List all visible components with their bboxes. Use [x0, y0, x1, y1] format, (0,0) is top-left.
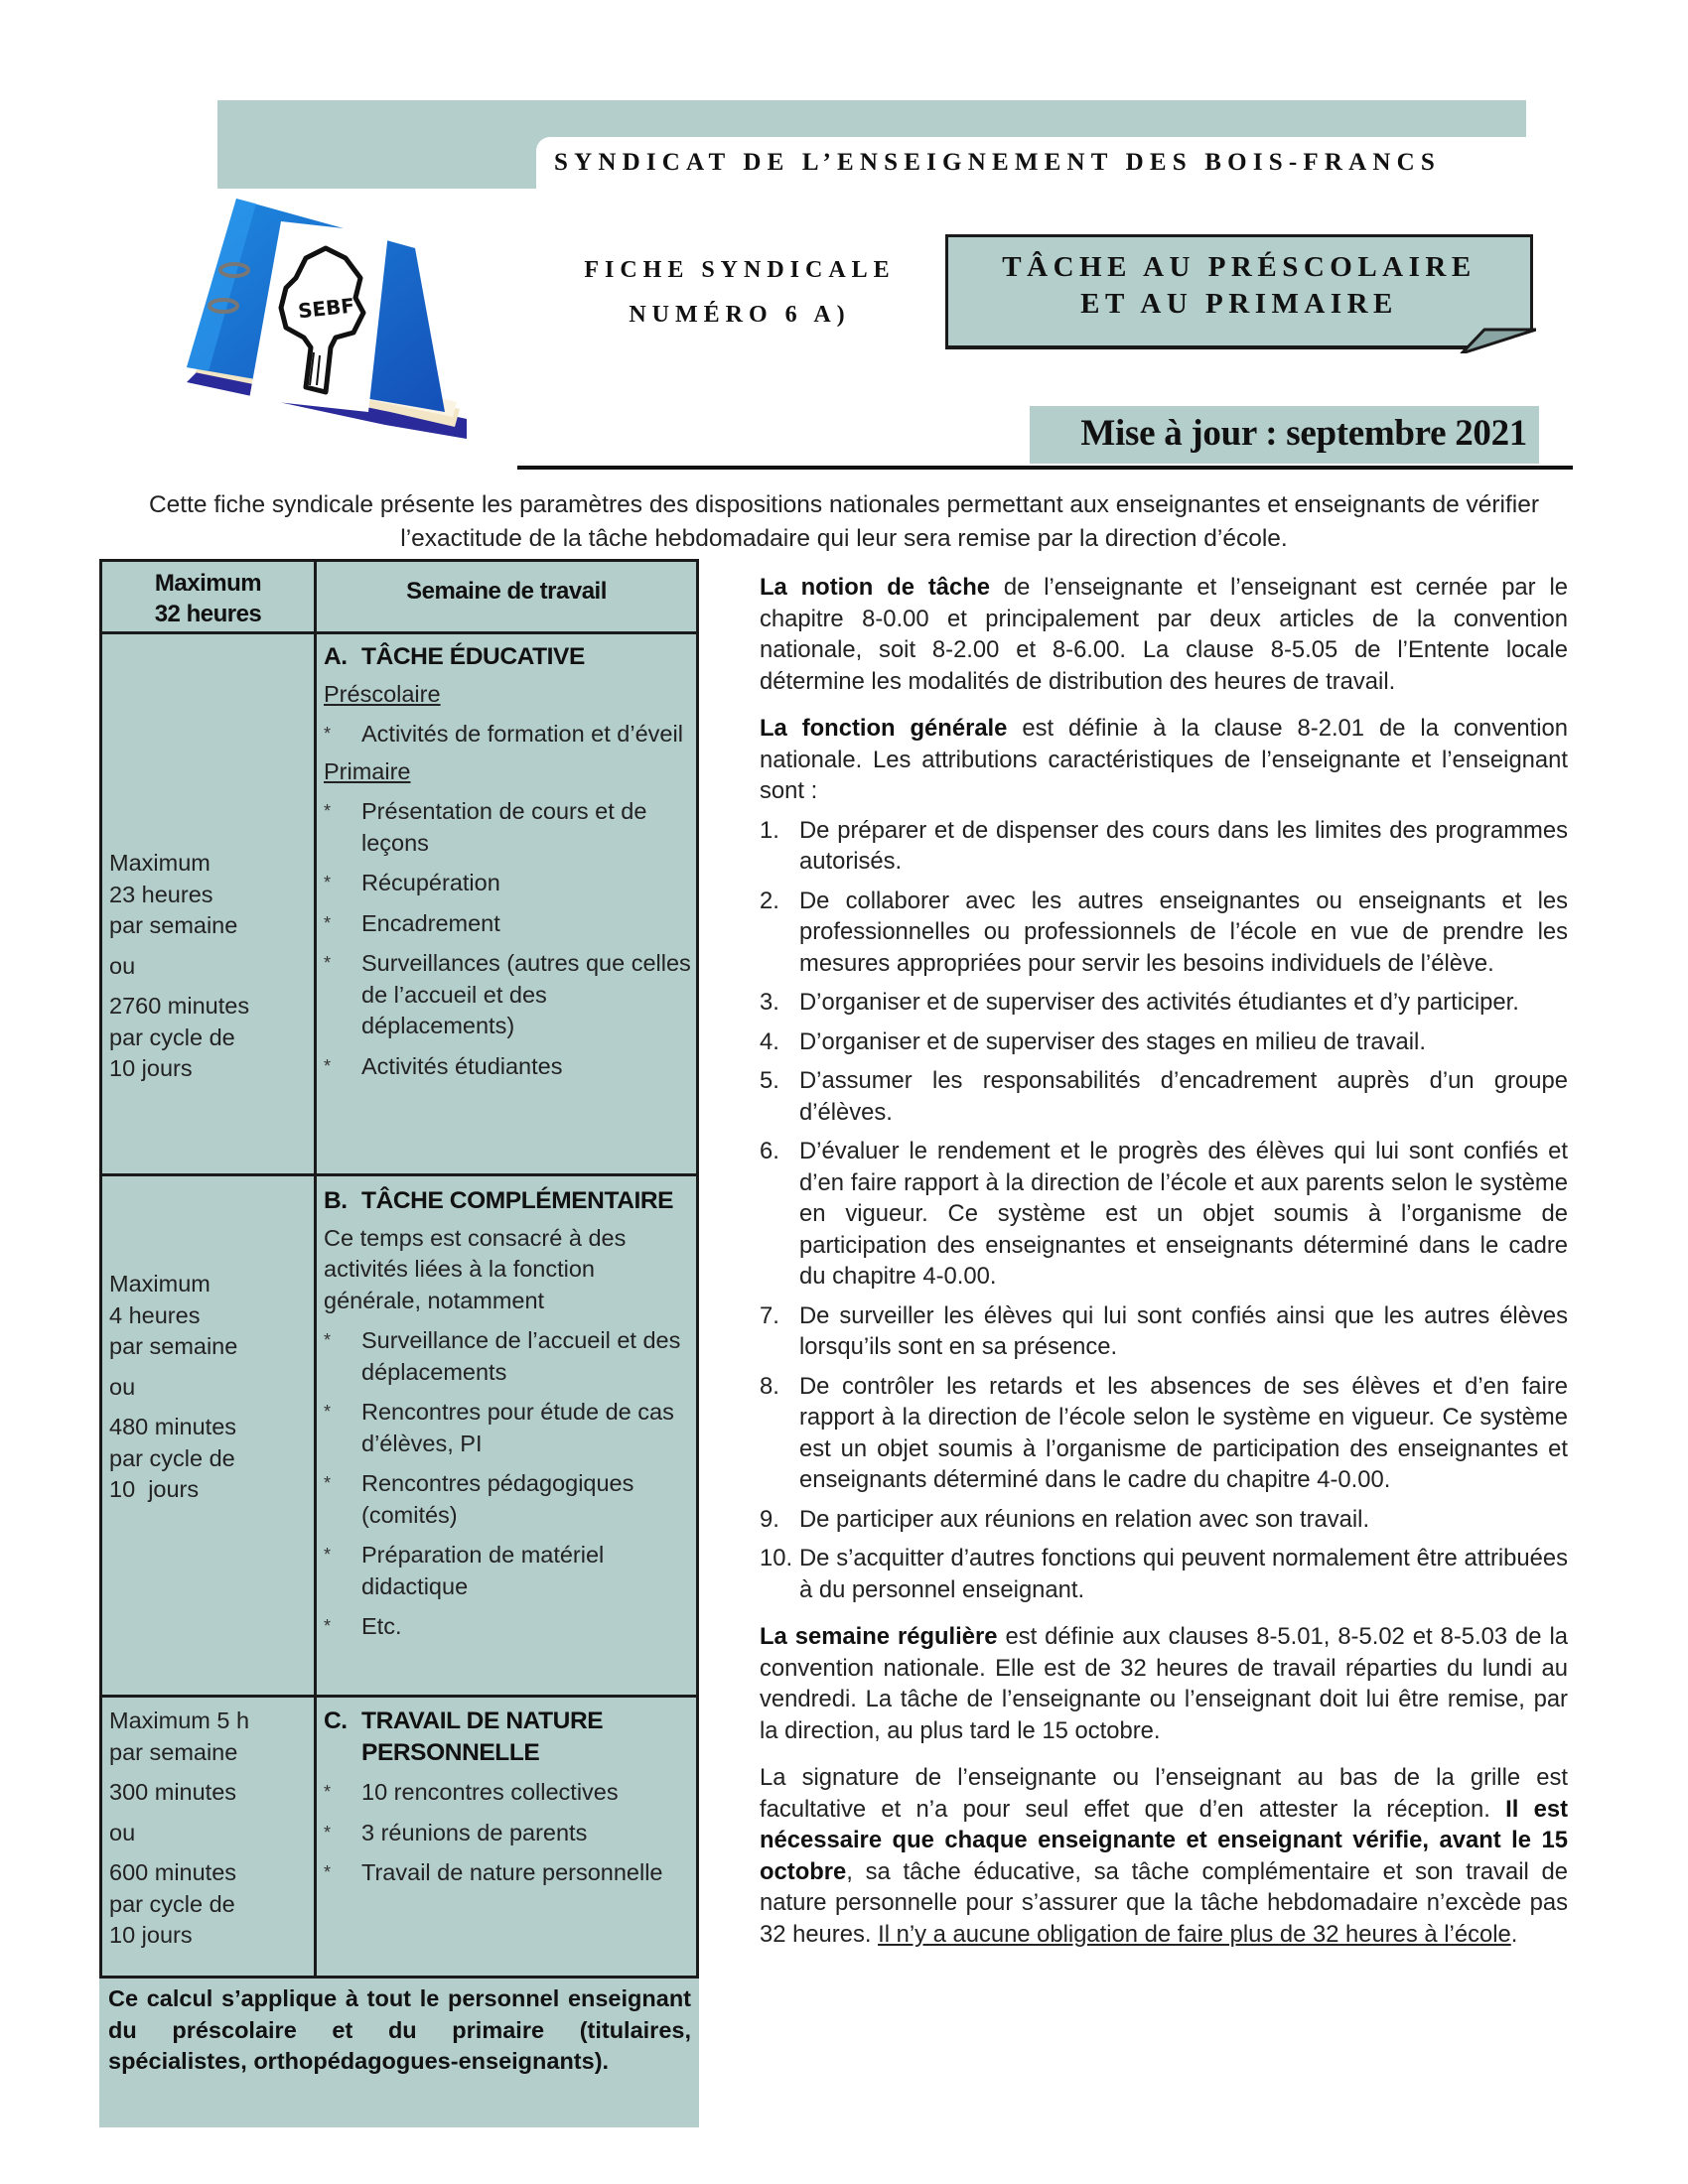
header-max-value: 32 heures — [154, 601, 262, 627]
limits-a — [109, 848, 308, 1085]
limit-line: 4 heures — [109, 1301, 201, 1328]
paragraph-task-notion — [760, 572, 1568, 697]
bullet-icon: * — [324, 912, 332, 933]
row-divider — [102, 1695, 696, 1698]
bullet-icon: * — [324, 1862, 332, 1882]
list-item — [324, 1611, 691, 1643]
section-b-title — [324, 1185, 691, 1217]
duty-item — [760, 987, 1568, 1019]
list-item — [324, 868, 691, 899]
bullet-icon: * — [324, 873, 332, 892]
binder-logo-icon — [187, 189, 485, 442]
workload-table — [99, 559, 699, 1979]
limit-line: ou — [109, 1819, 136, 1845]
bullet-icon: * — [324, 1473, 332, 1493]
duty-number: 2. — [760, 887, 779, 914]
document-title-box — [945, 234, 1533, 349]
item-text: Rencontres pour étude de cas d’élèves, PI — [361, 1399, 674, 1456]
section-c — [324, 1706, 691, 1889]
list-item — [324, 1540, 691, 1602]
item-text: Activités de formation et d’éveil — [361, 721, 683, 747]
limit-line: 300 minutes — [109, 1779, 237, 1805]
duty-text: De s’acquitter d’autres fonctions qui peuvent normalement être attribuées à du personnel enseignant. — [799, 1545, 1568, 1603]
limit-line: 10 jours — [109, 1476, 200, 1502]
right-column — [760, 572, 1568, 1966]
paragraph-text: , sa tâche éducative, sa tâche complémentaire et son travail de nature personnelle pour s’assurer que la tâche hebdomadaire n’excède pas 32 heures. — [760, 1857, 1568, 1948]
limit-line: Maximum 5 h — [109, 1707, 250, 1733]
duty-number: 1. — [760, 816, 779, 844]
duty-item — [760, 1504, 1568, 1536]
table-footnote: Ce calcul s’applique à tout le personnel enseignant du préscolaire et du primaire (titulaires, spécialistes, orthopédagogues-enseignants). — [99, 1979, 699, 2127]
section-a — [324, 641, 691, 1082]
bullet-icon: * — [324, 1545, 332, 1565]
duty-item — [760, 1136, 1568, 1293]
bullet-icon: * — [324, 724, 332, 744]
item-text: Présentation de cours et de leçons — [361, 798, 647, 856]
limit-line: 480 minutes — [109, 1414, 237, 1439]
term-task-notion: La notion de tâche — [760, 574, 991, 601]
item-text: Surveillance de l’accueil et des déplacements — [361, 1327, 681, 1385]
section-letter: A. — [324, 643, 348, 670]
important-notice: Il est nécessaire que chaque enseignante et enseignant vérifie, avant le 15 octobre — [760, 1795, 1568, 1885]
section-c-title — [324, 1706, 691, 1768]
list-item — [324, 1325, 691, 1388]
list-item — [324, 1397, 691, 1459]
paragraph-signature — [760, 1762, 1568, 1950]
bullet-icon: * — [324, 1782, 332, 1802]
duty-item — [760, 815, 1568, 878]
section-title: TÂCHE ÉDUCATIVE — [361, 643, 585, 670]
limit-line: 10 jours — [109, 1055, 193, 1081]
duty-item — [760, 1065, 1568, 1128]
duty-text: De préparer et de dispenser des cours dans les limites des programmes autorisés. — [799, 816, 1568, 875]
list-item — [324, 948, 691, 1042]
bullet-icon: * — [324, 1055, 332, 1076]
header-max-hours — [102, 568, 314, 629]
paragraph-text: est définie aux clauses 8-5.01, 8-5.02 et 8-5.03 de la convention nationale. Elle est de 32 heures de travail réparties du lundi au vendredi. La tâche de l’enseignante ou l’enseignant doit lui être remise, par la direction, au plus tard le 15 octobre. — [760, 1623, 1568, 1744]
duty-text: D’assumer les responsabilités d’encadrement auprès d’un groupe d’élèves. — [799, 1067, 1568, 1126]
page-curl-icon — [1457, 314, 1536, 353]
term-regular-week: La semaine régulière — [760, 1623, 998, 1650]
item-text: 3 réunions de parents — [361, 1819, 588, 1845]
update-date-box — [1030, 406, 1539, 464]
section-letter: B. — [324, 1187, 348, 1214]
item-text: Récupération — [361, 870, 500, 895]
list-item — [324, 1468, 691, 1531]
duty-item — [760, 886, 1568, 980]
bullet-icon: * — [324, 1822, 332, 1843]
column-divider — [314, 562, 317, 1976]
item-text: Encadrement — [361, 909, 500, 936]
duty-number: 3. — [760, 989, 779, 1016]
list-item — [324, 908, 691, 940]
duty-number: 8. — [760, 1372, 779, 1400]
paragraph-text: . — [1510, 1920, 1518, 1948]
limit-line: par semaine — [109, 912, 238, 938]
header-max-label: Maximum — [154, 570, 262, 597]
bullet-icon: * — [324, 1616, 332, 1636]
bullet-icon: * — [324, 953, 332, 973]
fiche-line-1: FICHE SYNDICALE — [584, 257, 896, 283]
duty-number: 7. — [760, 1301, 779, 1329]
duty-number: 5. — [760, 1067, 779, 1094]
row-divider — [102, 1173, 696, 1176]
list-item — [324, 719, 691, 751]
limit-line: 23 heures — [109, 881, 213, 907]
intro-paragraph: Cette fiche syndicale présente les paramètres des dispositions nationales permettant aux enseignantes et enseignants de vérifier l’exactitude de la tâche hebdomadaire qui leur sera remise par la direction d’école. — [148, 491, 1540, 552]
bullet-icon: * — [324, 1402, 332, 1422]
limit-line: par cycle de — [109, 1024, 235, 1050]
fiche-number: NUMÉRO 6 A) — [629, 302, 851, 328]
paragraph-general-function — [760, 713, 1568, 807]
update-date: Mise à jour : septembre 2021 — [1080, 413, 1527, 454]
limit-line: Maximum — [109, 1271, 211, 1297]
item-text: Activités étudiantes — [361, 1052, 563, 1079]
list-item — [324, 1777, 691, 1809]
list-item — [324, 796, 691, 859]
section-title: TRAVAIL DE NATURE PERSONNELLE — [361, 1707, 604, 1766]
duty-number: 9. — [760, 1505, 779, 1533]
duty-text: De participer aux réunions en relation avec son travail. — [799, 1505, 1370, 1533]
duty-number: 6. — [760, 1138, 779, 1164]
limit-line: ou — [109, 952, 136, 979]
row-divider — [102, 631, 696, 634]
item-text: Rencontres pédagogiques (comités) — [361, 1470, 634, 1528]
duty-item — [760, 1300, 1568, 1363]
fiche-label — [556, 248, 923, 338]
bullet-icon: * — [324, 1330, 332, 1350]
header-work-week: Semaine de travail — [406, 578, 607, 605]
limit-line: 2760 minutes — [109, 993, 250, 1019]
limit-line: ou — [109, 1373, 136, 1400]
paragraph-text: La signature de l’enseignante ou l’enseignant au bas de la grille est facultative et n’a pour seul effet que d’en attester la réception. — [760, 1764, 1568, 1823]
duty-text: D’évaluer le rendement et le progrès des élèves qui lui sont confiés et d’en faire rapport à la direction de l’école et aux parents selon le système en vigueur. Ce système est un objet soumis à l’organisme de participation des enseignantes et enseignants déterminé dans le cadre du chapitre 4-0.00. — [799, 1138, 1568, 1290]
duty-text: De surveiller les élèves qui lui sont confiés ainsi que les autres élèves lorsqu’ils sont en sa présence. — [799, 1301, 1568, 1360]
section-b-description: Ce temps est consacré à des activités liées à la fonction générale, notamment — [324, 1224, 627, 1313]
logo-text: SEBF — [296, 293, 356, 324]
item-text: Préparation de matériel didactique — [361, 1542, 605, 1599]
header-divider — [517, 466, 1573, 470]
paragraph-regular-week — [760, 1621, 1568, 1746]
duty-text: De collaborer avec les autres enseignantes ou enseignants et les professionnelles ou professionnels de l’école en vue de prendre les mesures appropriées pour servir les besoins individuels de l’élève. — [799, 887, 1568, 977]
document-title-line-2: ET AU PRIMAIRE — [1080, 288, 1398, 320]
duty-text: De contrôler les retards et les absences de ses élèves et d’en faire rapport à la direction de l’école selon le système en vigueur. Ce système est un objet soumis à l’organisme de participation des enseignantes et enseignants déterminé dans le cadre du chapitre 4-0.00. — [799, 1372, 1568, 1493]
organization-name: SYNDICAT DE L’ENSEIGNEMENT DES BOIS-FRANCS — [554, 149, 1441, 176]
term-general-function: La fonction générale — [760, 715, 1008, 742]
item-text: 10 rencontres collectives — [361, 1779, 619, 1805]
limit-line: par cycle de — [109, 1444, 235, 1471]
section-b — [324, 1185, 691, 1643]
item-text: Surveillances (autres que celles de l’accueil et des déplacements) — [361, 950, 691, 1038]
item-text: Travail de nature personnelle — [361, 1859, 663, 1885]
section-letter: C. — [324, 1707, 348, 1734]
duty-number: 10. — [760, 1545, 793, 1571]
limit-line: par cycle de — [109, 1890, 235, 1917]
primaire-label: Primaire — [324, 757, 411, 784]
duty-item — [760, 1371, 1568, 1496]
section-title: TÂCHE COMPLÉMENTAIRE — [361, 1187, 674, 1214]
limits-c — [109, 1706, 308, 1952]
duties-list — [760, 815, 1568, 1606]
limit-line: 600 minutes — [109, 1859, 237, 1885]
duty-text: D’organiser et de superviser des activités étudiantes et d’y participer. — [799, 989, 1519, 1016]
paragraph-text: de l’enseignante et l’enseignant est cernée par le chapitre 8-0.00 et principalement par deux articles de la convention nationale, soit 8-2.00 et 8-6.00. La clause 8-5.05 de l’Entente locale détermine les modalités de distribution des heures de travail. — [760, 574, 1568, 695]
list-item — [324, 1051, 691, 1083]
duty-number: 4. — [760, 1027, 779, 1055]
section-a-title — [324, 641, 691, 673]
prescolaire-label: Préscolaire — [324, 680, 441, 707]
duty-item — [760, 1026, 1568, 1058]
list-item — [324, 1857, 691, 1889]
limit-line: par semaine — [109, 1333, 238, 1359]
no-obligation-notice: Il n’y a aucune obligation de faire plus de 32 heures à l’école — [878, 1920, 1511, 1948]
duty-item — [760, 1543, 1568, 1605]
document-title-line-1: TÂCHE AU PRÉSCOLAIRE — [1002, 251, 1477, 283]
bullet-icon: * — [324, 801, 332, 821]
list-item — [324, 1818, 691, 1849]
duty-text: D’organiser et de superviser des stages en milieu de travail. — [799, 1027, 1426, 1055]
limit-line: par semaine — [109, 1738, 238, 1765]
paragraph-text: est définie à la clause 8-2.01 de la convention nationale. Les attributions caractéristiques de l’enseignante et l’enseignant sont : — [760, 715, 1568, 804]
limit-line: 10 jours — [109, 1922, 193, 1948]
limits-b — [109, 1269, 308, 1506]
limit-line: Maximum — [109, 850, 211, 876]
item-text: Etc. — [361, 1613, 402, 1639]
